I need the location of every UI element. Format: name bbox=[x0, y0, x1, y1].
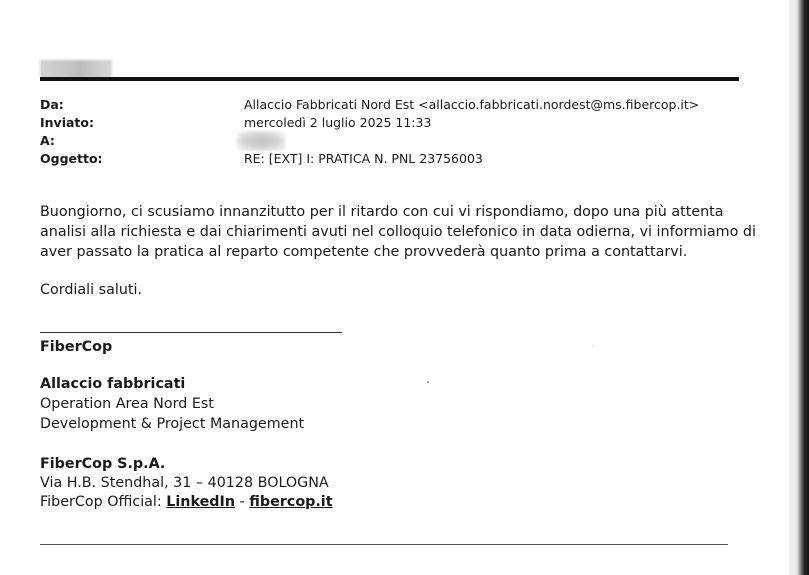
scan-speck bbox=[592, 346, 593, 347]
scan-page-edge bbox=[789, 0, 809, 575]
signature-department: Allaccio fabbricati bbox=[40, 376, 186, 392]
redacted-recipient bbox=[237, 131, 285, 151]
sent-value: mercoledì 2 luglio 2025 11:33 bbox=[244, 115, 432, 130]
signature-divider bbox=[40, 332, 342, 333]
email-header bbox=[40, 96, 740, 168]
from-value: Allaccio Fabbricati Nord Est <allaccio.fabbricati.nordest@ms.fibercop.it> bbox=[244, 97, 700, 112]
to-label: A: bbox=[40, 133, 55, 148]
body-line-1: Buongiorno, ci scusiamo innanzitutto per il ritardo con cui vi rispondiamo, dopo una più attenta bbox=[40, 204, 724, 220]
signature-company-short: FiberCop bbox=[40, 339, 113, 355]
to-row bbox=[40, 132, 740, 150]
from-row bbox=[40, 96, 740, 114]
from-label: Da: bbox=[40, 97, 64, 112]
link-separator: - bbox=[235, 494, 250, 510]
redacted-sender-name bbox=[40, 60, 112, 78]
subject-label: Oggetto: bbox=[40, 151, 103, 166]
scan-speck bbox=[427, 381, 429, 383]
body-line-3: aver passato la pratica al reparto competente che provvederà quanto prima a contattarvi. bbox=[40, 244, 688, 260]
signature-company-full: FiberCop S.p.A. bbox=[40, 456, 166, 472]
subject-row bbox=[40, 150, 740, 168]
message-body bbox=[40, 202, 756, 262]
linkedin-link[interactable]: LinkedIn bbox=[166, 494, 236, 510]
subject-value: RE: [EXT] I: PRATICA N. PNL 23756003 bbox=[244, 151, 483, 166]
signature-area: Operation Area Nord Est bbox=[40, 396, 214, 412]
body-line-2: analisi alla richiesta e dai chiarimenti avuti nel colloquio telefonico in data odierna, vi informiamo di bbox=[40, 224, 756, 240]
signature-address: Via H.B. Stendhal, 31 – 40128 BOLOGNA bbox=[40, 475, 329, 491]
closing-greeting: Cordiali saluti. bbox=[40, 282, 143, 298]
official-prefix: FiberCop Official: bbox=[40, 494, 167, 510]
signature-unit: Development & Project Management bbox=[40, 416, 305, 432]
sent-label: Inviato: bbox=[40, 115, 94, 130]
header-divider bbox=[40, 77, 739, 81]
footer-divider bbox=[40, 544, 728, 545]
website-link[interactable]: fibercop.it bbox=[249, 494, 333, 510]
signature-links bbox=[40, 492, 333, 512]
sent-row bbox=[40, 114, 740, 132]
